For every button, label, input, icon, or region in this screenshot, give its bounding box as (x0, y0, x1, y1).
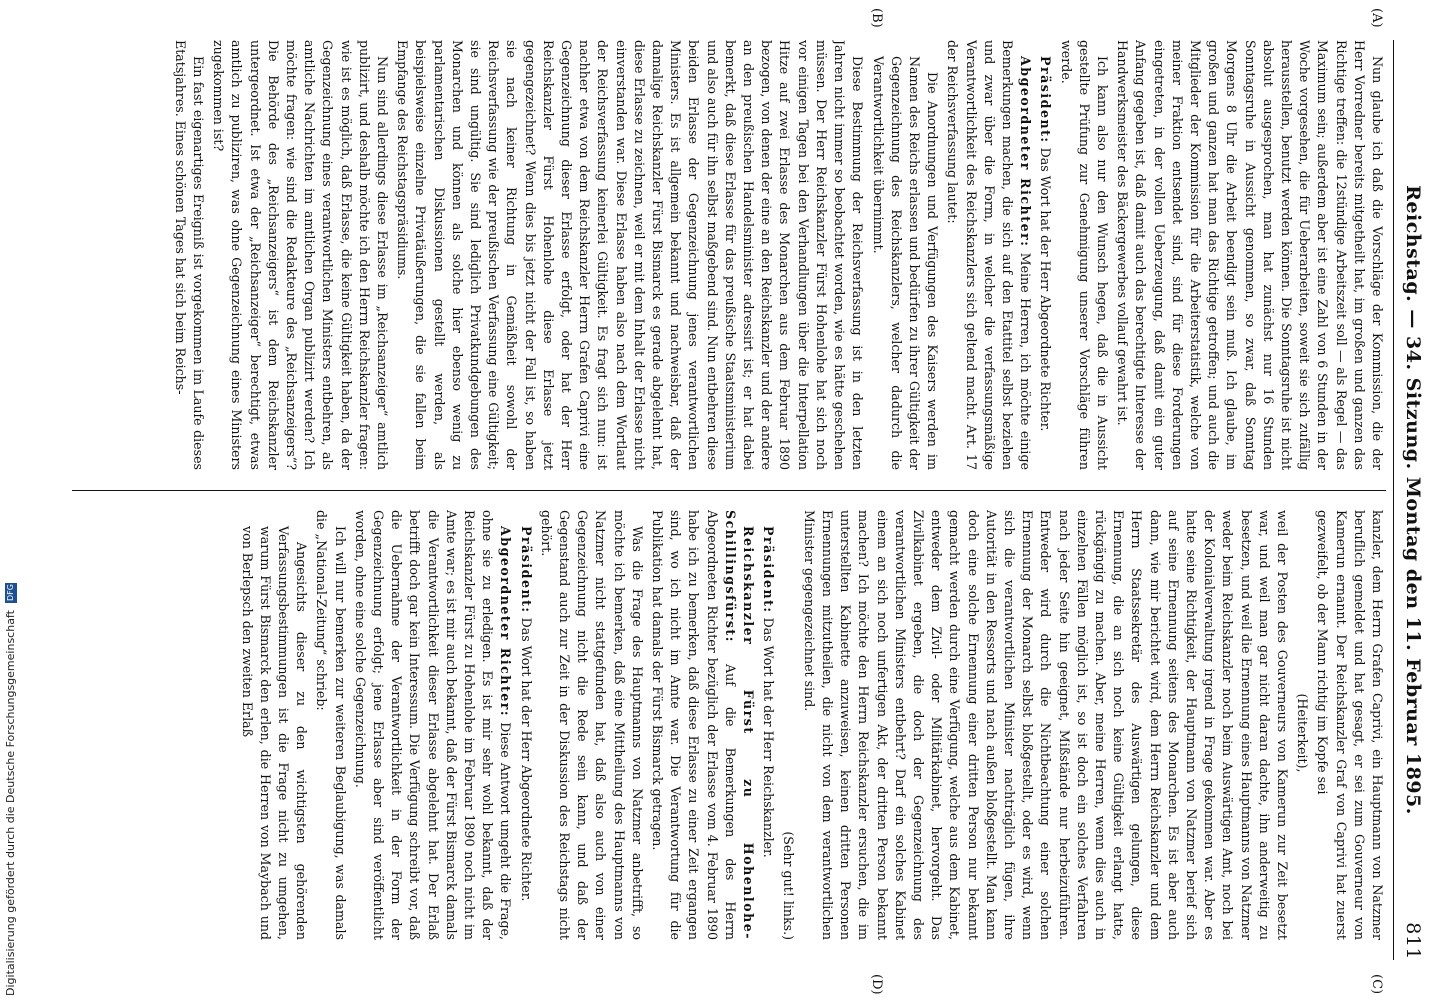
speech-text: Das Wort hat der Herr Abgeordnete Richter. (1038, 147, 1054, 432)
speaker-paragraph (648, 510, 757, 940)
credit-text: Digitalisierung gefördert durch die Deutsche Forschungsgemeinschaft (4, 610, 17, 996)
left-column (72, 40, 1386, 470)
right-column (72, 510, 1386, 940)
paragraph: kanzler, dem Herrn Grafen Caprivi, ein Hauptmann von Natzmer beruflich gemeldet und hat gesagt, er sei zum Gouverneur von Kamerun ernannt. Der Reichskanzler Graf von Caprivi hat zuerst gezweifelt, ob der Mann richtig im Kopfe sei (1315, 510, 1385, 940)
margin-mark-d: (D) (869, 974, 884, 995)
speech-text: Diese Antwort umgeht die Frage, ohne sie zu erledigen. Es ist mir sehr wohl bekannt, daß der Reichskanzler Fürst zu Hohenlohe im Februar 1890 noch nicht im Amte war; es ist mir auch bekannt, daß der Fürst Bismarck damals die Verantwortlichkeit dieser Erlasse abgelehnt hat. Der Erlaß betrifft doch gar kein Interessum. Die Verfügung schreibt vor, daß die Uebernahme der Verantwortlichkeit in der Form der Gegenzeichnung erfolgt; jene Erlasse aber sind veröffentlicht worden, ohne eine solche Gegenzeichnung. (352, 510, 514, 940)
paragraph: Ich kann also nur den Wunsch hegen, daß die in Aussicht gestellte Prüfung zur Genehmigung unserer Vorschläge führen werde. (1058, 40, 1110, 470)
margin-mark-c: (C) (1369, 974, 1384, 995)
speaker-paragraph (943, 40, 1034, 470)
margin-mark-a: (A) (1369, 8, 1384, 28)
speech-text: Das Wort hat der Herr Reichskanzler. (761, 617, 777, 858)
speaker-label: Reichskanzler Fürst zu Hohenlohe-Schillingsfürst: (722, 510, 757, 940)
paragraph: Ich will nur bemerken zur weiteren Beglaubigung, was damals die „National-Zeitung“ schrieb: (314, 510, 348, 940)
quotation: Die Anordnungen und Verfügungen des Kaisers werden im Namen des Reichs erlassen und bedürfen zu ihrer Gültigkeit der Gegenzeichnung des Reichskanzlers, welcher dadurch die Verantwortlichkeit übernimmt. (870, 56, 941, 470)
speech-text: Das Wort hat der Herr Abgeordnete Richter. (518, 617, 534, 902)
paragraph: Ein fast eigenartiges Ereigniß ist vorgekommen im Laufe dieses Etatsjahres. Eines schönen Tages hat sich beim Reichs- (172, 40, 206, 470)
paragraph: weil der Posten des Gouverneurs von Kamerun zur Zeit besetzt war, und weil man gar nicht daran dachte, ihn anderweitig zu besetzen, und weil die Ernennung eines Hauptmanns von Natzmer weder beim Reichskanzler noch beim Auswärtigen Amt, noch bei der Kolonialverwaltung irgend in Frage gekommen war. Aber es hatte seine Richtigkeit, der Hauptmann von Natzmer berief sich auf seine Ernennung seitens des Monarchen. Es ist aber auch dann, wie mir berichtet wird, dem Herrn Reichskanzler und dem Herrn Staatssekretär des Auswärtigen gelungen, diese Ernennung, die an sich noch keine Gültigkeit erlangt hatte, rückgängig zu machen. Aber, meine Herren, wenn dies auch in einzelnen Fällen möglich ist, so ist doch ein solches Verfahren nach jeder Seite hin geeignet, Mißstände nur herbeizuführen. Entweder wird durch die Nichtbeachtung einer solchen Ernennung der Monarch selbst bloßgestellt, oder es wird, wenn sich die verantwortlichen Minister nachträglich fügen, ihre Autorität in den Ressorts und nach außen bloßgestellt. Man kann doch eine solche Ernennung einer dritten Person nur bekannt gemacht werden durch eine Verfügung, welche aus dem Kabinet, entweder dem Zivil- oder Militärkabinet, hervorgeht. Das Zivilkabinet ergeben, die doch der Gegenzeichnung des verantwortlichen Ministers entbehrt? Darf ein solches Kabinet einem an sich noch unfertigen Akt, der dritten Person bekannt machen? Ich möchte den Herrn Reichskanzler ersuchen, die im unterstellten Kabinette anzuweisen, keinen dritten Personen Ernennungen mitzutheilen, die nicht von dem verantwortlichen Minister gegengezeichnet sind. (801, 510, 1290, 940)
paragraph: Was die Frage des Hauptmanns von Natzmer anbetrifft, so möchte ich bemerken, daß eine Mittheilung des Hauptmanns von Natzmer nicht stattgefunden hat, daß also auch von einer Gegenzeichnung nicht die Rede sein kann, und daß der Gegenstand auch zur Zeit in der Diskussion des Reichstags nicht gehört. (538, 510, 645, 940)
speaker-label: Präsident: (1038, 56, 1054, 144)
speech-text: Meine Herren, ich möchte einige Bemerkungen machen, die sich auf den Etattitel selbst beziehen und zwar über die Form, in welcher die verfassungsmäßige Verantwortlichkeit des Reichskanzlers sich geltend macht. Art. 17 der Reichsverfassung lautet: (945, 40, 1034, 470)
speaker-paragraph (759, 510, 777, 940)
speaker-paragraph (516, 510, 534, 940)
header-rule (1393, 40, 1394, 960)
margin-mark-b: (B) (869, 8, 884, 28)
reaction-note: (Heiterkeit), (1295, 693, 1311, 773)
page-header (1394, 40, 1424, 960)
page-number: 811 (1402, 922, 1424, 960)
reaction-note: (Sehr gut! links.) (781, 831, 797, 940)
speaker-label: Präsident: (518, 526, 534, 614)
quotation: Angesichts dieser zu den wichtigsten gehörenden Verfassungsbestimmungen ist die Frage nicht zu umgehen, warum Fürst Bismarck den erlen, die Herren von Maybach und von Berlepsch den zweiten Erlaß (239, 526, 310, 940)
header-title: Reichstag. — 34. Sitzung. Montag den 11. Februar 1895. (1402, 185, 1424, 815)
dfg-logo-icon: DFG (6, 584, 15, 602)
speaker-paragraph (351, 510, 515, 940)
speaker-label: Präsident: (761, 526, 777, 614)
document-page (32, 0, 1432, 1000)
paragraph: Nun glaube ich daß die Vorschläge der Kommission, die der Herr Vorredner bereits mitgetheilt hat, im großen und ganzen das Richtige treffen: die 12stündige Arbeitszeit soll — als Regel — das Maximum sein; außerdem aber ist eine Zahl von 6 Stunden in der Woche vorgesehen, die für Ueberarbeiten, soweit sie sich zufällig herausstellen, benutzt werden können. Die Sonntagsruhe ist nicht absolut ausgesprochen, man hat zunächst nur 16 Stunden Sonntagsruhe in Aussicht genommen, so zwar, daß Sonntag Morgens 8 Uhr die Arbeit beendigt sein muß. Ich glaube, im großen und ganzen hat man das Richtige getroffen; und auch die Mitglieder der Kommission für die Arbeiterstatistik, welche von meiner Fraktion entsendet sind, sind für diese Forderungen eingetreten, in der vollen Ueberzeugung, daß damit ein guter Anfang gegeben ist, daß damit auch das berechtigte Interesse der Handwerksmeister des Bäckergewerbes vollauf gewahrt ist. (1115, 40, 1385, 470)
paragraph: Nun sind allerdings diese Erlasse im „Reichsanzeiger“ amtlich publizirt, und deshalb möchte ich den Herrn Reichskanzler fragen: wie ist es möglich, daß Erlasse, die keine Gültigkeit haben, da der Gegenzeichnung eines verantwortlichen Ministers entbehren, als amtliche Nachrichten im amtlichen Organ publizirt werden? Ich möchte fragen: wie sind die Redakteure des „Reichsanzeigers“? Die Behörde des „Reichsanzeigers“ ist dem Reichskanzler untergeordnet. Ist etwa der „Reichsanzeiger“ berechtigt, etwas amtlich zu publiziren, was ohne Gegenzeichnung eines Ministers zugekommen ist? (211, 40, 391, 470)
speech-text: Auf die Bemerkungen des Herrn Abgeordneten Richter bezüglich der Erlasse vom 4. Februar 1890 habe ich zu bemerken, daß diese Erlasse zu einer Zeit ergangen sind, wo ich nicht im Amte war. Die Verantwortung für die Publikation hat damals der Fürst Bismarck getragen. (650, 510, 738, 940)
digitization-credit (4, 296, 18, 996)
speaker-label: Abgeordneter Richter: (498, 526, 514, 718)
speaker-paragraph (1036, 40, 1054, 470)
speaker-label: Abgeordneter Richter: (1018, 56, 1034, 248)
paragraph: Diese Bestimmung der Reichsverfassung ist in den letzten Jahren nicht immer so beobachtet worden, wie es hätte geschehen müssen. Der Herr Reichskanzler Fürst Hohenlohe hat sich noch vor einigen Tagen bei den Verhandlungen über die Interpellation Hitze auf zwei Erlasse des Monarchen aus dem Februar 1890 bezogen, von denen der eine an den Reichskanzler und der andere an den preußischen Handelsminister adressirt ist; er hat dabei bemerkt, daß diese Erlasse für das preußische Staatsministerium und also auch für ihn selbst maßgebend sind. Nun entbehren diese beiden Erlasse der Gegenzeichnung jenes verantwortlichen Ministers. Es ist allgemein bekannt und nachweisbar, daß der damalige Reichskanzler Fürst Bismarck es gerade abgelehnt hat, diese Erlasse zu zeichnen, weil er mit dem Inhalt der Erlasse nicht einverstanden war. Diese Erlasse haben also nach dem Wortlaut der Reichsverfassung keinerlei Gültigkeit. Es fragt sich nun: ist nachher etwa von dem Reichskanzler Herrn Grafen Caprivi eine Gegenzeichnung dieser Erlasse erfolgt, oder hat der Herr Reichskanzler Fürst Hohenlohe diese Erlasse jetzt gegengezeichnet? Wenn dies bis jetzt nicht der Fall ist, so haben sie nach keiner Richtung in Gemäßheit sowohl der Reichsverfassung wie der preußischen Verfassung eine Gültigkeit; sie sind ungültig. Sie sind lediglich Privatkundgebungen des Monarchen und können als solche hier ebenso wenig zu parlamentarischen Diskussionen gestellt werden, als beispielsweise einzelne Privatäußerungen, die sie fallen beim Empfange des Reichstagspräsidiums. (395, 40, 866, 470)
column-divider (72, 490, 1386, 491)
